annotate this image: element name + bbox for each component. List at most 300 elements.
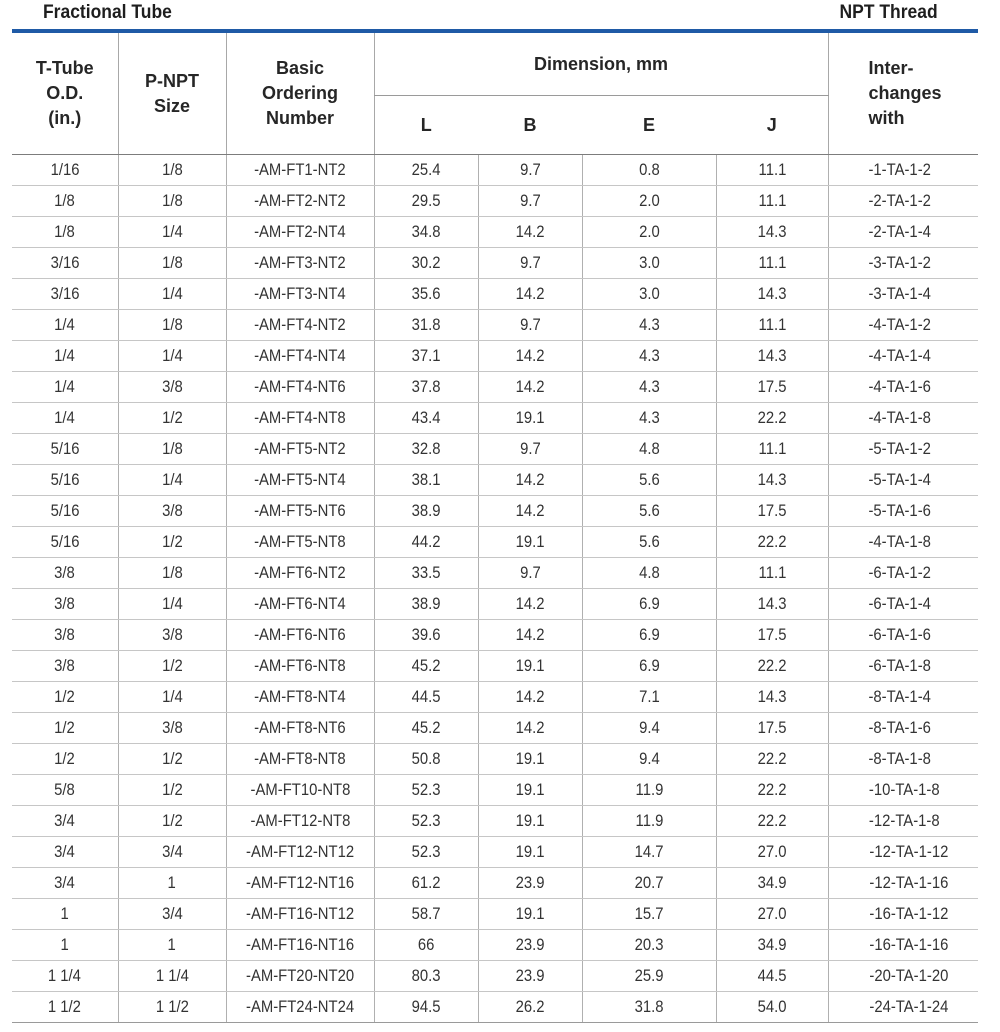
dim-l-cell-text: 43.4 bbox=[411, 408, 441, 427]
pnpt-size-cell-text: 3/8 bbox=[161, 718, 183, 737]
ordering-number-cell-text: -AM-FT3-NT2 bbox=[254, 253, 346, 272]
dim-e-cell bbox=[582, 620, 716, 651]
interchanges-cell bbox=[828, 775, 978, 806]
pnpt-size-cell-text: 3/8 bbox=[161, 377, 183, 396]
dim-e-cell-text: 15.7 bbox=[634, 904, 664, 923]
interchanges-cell bbox=[828, 806, 978, 837]
dim-l-cell bbox=[374, 279, 478, 310]
interchanges-cell bbox=[828, 217, 978, 248]
pnpt-size-cell bbox=[118, 372, 226, 403]
tube-od-cell bbox=[12, 248, 118, 279]
pnpt-size-cell-text: 1/4 bbox=[161, 346, 183, 365]
interchanges-cell bbox=[828, 620, 978, 651]
pnpt-size-cell bbox=[118, 992, 226, 1023]
pnpt-size-cell bbox=[118, 558, 226, 589]
header-interchanges bbox=[828, 33, 978, 155]
dim-e-cell bbox=[582, 682, 716, 713]
ordering-number-cell bbox=[226, 775, 374, 806]
dim-j-cell-text: 14.3 bbox=[757, 346, 787, 365]
dim-b-cell bbox=[478, 279, 582, 310]
dim-e-cell bbox=[582, 899, 716, 930]
dim-j-cell bbox=[716, 961, 828, 992]
dim-e-cell-text: 7.1 bbox=[638, 687, 660, 706]
dim-l-cell-text: 94.5 bbox=[411, 997, 441, 1016]
tube-od-cell bbox=[12, 186, 118, 217]
dim-j-cell bbox=[716, 589, 828, 620]
dim-l-cell-text: 80.3 bbox=[411, 966, 441, 985]
dim-j-cell-text: 22.2 bbox=[757, 749, 787, 768]
pnpt-size-cell-text: 3/4 bbox=[161, 842, 183, 861]
table-row bbox=[12, 403, 978, 434]
dim-b-cell-text: 23.9 bbox=[515, 966, 545, 985]
tube-od-cell-text: 3/16 bbox=[50, 253, 80, 272]
header-pnpt-line1: P-NPT bbox=[145, 70, 199, 91]
interchanges-cell bbox=[828, 682, 978, 713]
table-body bbox=[12, 155, 978, 1023]
pnpt-size-cell bbox=[118, 961, 226, 992]
interchanges-cell bbox=[828, 248, 978, 279]
table-row bbox=[12, 899, 978, 930]
pnpt-size-cell bbox=[118, 155, 226, 186]
dim-l-cell bbox=[374, 620, 478, 651]
table-row bbox=[12, 806, 978, 837]
header-pnpt-line2: Size bbox=[153, 95, 191, 116]
dim-l-cell-text: 38.1 bbox=[411, 470, 441, 489]
pnpt-size-cell-text: 1/8 bbox=[161, 439, 183, 458]
interchanges-cell-text: -6-TA-1-4 bbox=[868, 594, 931, 613]
dim-b-cell bbox=[478, 186, 582, 217]
table-header bbox=[12, 33, 978, 155]
dim-e-cell-text: 5.6 bbox=[638, 532, 660, 551]
dim-j-cell-text: 11.1 bbox=[758, 191, 786, 210]
dim-b-cell bbox=[478, 558, 582, 589]
pnpt-size-cell-text: 1/2 bbox=[161, 749, 183, 768]
dim-e-cell bbox=[582, 775, 716, 806]
dim-j-cell-text: 22.2 bbox=[757, 811, 787, 830]
dim-b-cell-text: 14.2 bbox=[515, 501, 545, 520]
ordering-number-cell bbox=[226, 558, 374, 589]
dim-j-cell bbox=[716, 465, 828, 496]
dim-b-cell-text: 14.2 bbox=[515, 718, 545, 737]
dim-l-cell-text: 66 bbox=[417, 935, 435, 954]
dim-e-cell bbox=[582, 496, 716, 527]
dim-j-cell-text: 17.5 bbox=[757, 625, 787, 644]
dim-e-cell-text: 3.0 bbox=[638, 253, 660, 272]
dim-b-cell bbox=[478, 496, 582, 527]
dim-l-cell-text: 52.3 bbox=[411, 811, 441, 830]
dim-b-cell-text: 9.7 bbox=[519, 315, 541, 334]
pnpt-size-cell bbox=[118, 775, 226, 806]
table-row bbox=[12, 310, 978, 341]
dim-l-cell bbox=[374, 217, 478, 248]
pnpt-size-cell-text: 1 1/4 bbox=[155, 966, 189, 985]
dim-e-cell bbox=[582, 651, 716, 682]
table-row bbox=[12, 992, 978, 1023]
pnpt-size-cell-text: 1/2 bbox=[161, 656, 183, 675]
thread-type-label: NPT Thread bbox=[839, 2, 938, 23]
dim-j-cell-text: 34.9 bbox=[757, 935, 787, 954]
dim-b-cell bbox=[478, 403, 582, 434]
ordering-number-cell-text: -AM-FT5-NT2 bbox=[254, 439, 346, 458]
pnpt-size-cell bbox=[118, 713, 226, 744]
dim-b-cell-text: 19.1 bbox=[515, 408, 545, 427]
tube-od-cell bbox=[12, 744, 118, 775]
interchanges-cell-text: -4-TA-1-6 bbox=[868, 377, 931, 396]
pnpt-size-cell bbox=[118, 744, 226, 775]
table-row bbox=[12, 744, 978, 775]
header-interchanges-line3: with bbox=[868, 108, 905, 128]
tube-od-cell bbox=[12, 930, 118, 961]
tube-od-cell bbox=[12, 899, 118, 930]
header-pnpt-size bbox=[118, 33, 226, 155]
interchanges-cell-text: -4-TA-1-8 bbox=[868, 408, 931, 427]
dim-l-cell bbox=[374, 372, 478, 403]
dim-e-cell-text: 5.6 bbox=[638, 470, 660, 489]
dim-b-cell-text: 14.2 bbox=[515, 470, 545, 489]
tube-od-cell-text: 3/4 bbox=[54, 842, 76, 861]
ordering-number-cell-text: -AM-FT6-NT8 bbox=[254, 656, 346, 675]
dim-b-cell bbox=[478, 930, 582, 961]
tube-od-cell-text: 3/8 bbox=[54, 625, 76, 644]
table-row bbox=[12, 961, 978, 992]
dim-e-cell-text: 6.9 bbox=[638, 594, 660, 613]
ordering-number-cell-text: -AM-FT16-NT16 bbox=[245, 935, 355, 954]
dim-j-cell-text: 14.3 bbox=[757, 470, 787, 489]
dim-l-cell-text: 33.5 bbox=[411, 563, 441, 582]
tube-od-cell bbox=[12, 434, 118, 465]
dim-j-cell bbox=[716, 682, 828, 713]
dim-j-cell bbox=[716, 248, 828, 279]
table-row bbox=[12, 527, 978, 558]
interchanges-cell bbox=[828, 434, 978, 465]
ordering-number-cell bbox=[226, 589, 374, 620]
dim-e-cell-text: 9.4 bbox=[638, 718, 660, 737]
pnpt-size-cell bbox=[118, 868, 226, 899]
dim-e-cell bbox=[582, 713, 716, 744]
pnpt-size-cell-text: 1/8 bbox=[161, 191, 183, 210]
tube-od-cell-text: 5/8 bbox=[54, 780, 76, 799]
dim-l-cell bbox=[374, 310, 478, 341]
pnpt-size-cell-text: 1/4 bbox=[161, 594, 183, 613]
interchanges-cell-text: -4-TA-1-2 bbox=[868, 315, 931, 334]
interchanges-cell bbox=[828, 930, 978, 961]
table-row bbox=[12, 651, 978, 682]
interchanges-cell-text: -10-TA-1-8 bbox=[868, 780, 940, 799]
ordering-number-cell-text: -AM-FT20-NT20 bbox=[245, 966, 355, 985]
tube-od-cell-text: 1/4 bbox=[54, 377, 76, 396]
dim-e-cell bbox=[582, 589, 716, 620]
tube-od-cell-text: 1/2 bbox=[54, 718, 76, 737]
dim-l-cell bbox=[374, 806, 478, 837]
pnpt-size-cell bbox=[118, 899, 226, 930]
tube-od-cell-text: 1/4 bbox=[54, 346, 76, 365]
dim-l-cell bbox=[374, 527, 478, 558]
table-row bbox=[12, 186, 978, 217]
interchanges-cell bbox=[828, 465, 978, 496]
pnpt-size-cell-text: 1/2 bbox=[161, 811, 183, 830]
dim-j-cell-text: 11.1 bbox=[758, 315, 786, 334]
ordering-number-cell-text: -AM-FT12-NT12 bbox=[245, 842, 355, 861]
dim-e-cell bbox=[582, 744, 716, 775]
dim-l-cell-text: 45.2 bbox=[411, 656, 441, 675]
tube-od-cell-text: 1/8 bbox=[54, 222, 76, 241]
ordering-number-cell-text: -AM-FT8-NT8 bbox=[254, 749, 346, 768]
dim-b-cell bbox=[478, 744, 582, 775]
tube-od-cell bbox=[12, 155, 118, 186]
dim-l-cell bbox=[374, 186, 478, 217]
header-interchanges-line2: changes bbox=[868, 83, 942, 103]
dim-e-cell bbox=[582, 434, 716, 465]
ordering-number-cell bbox=[226, 713, 374, 744]
pnpt-size-cell bbox=[118, 682, 226, 713]
dim-b-cell bbox=[478, 806, 582, 837]
interchanges-cell-text: -6-TA-1-6 bbox=[868, 625, 931, 644]
dim-l-cell bbox=[374, 744, 478, 775]
ordering-number-cell bbox=[226, 682, 374, 713]
tube-od-cell bbox=[12, 837, 118, 868]
interchanges-cell-text: -12-TA-1-8 bbox=[868, 811, 940, 830]
dim-l-cell bbox=[374, 589, 478, 620]
dim-j-cell bbox=[716, 651, 828, 682]
dim-b-cell-text: 9.7 bbox=[519, 160, 541, 179]
tube-od-cell bbox=[12, 527, 118, 558]
dim-l-cell-text: 58.7 bbox=[411, 904, 441, 923]
interchanges-cell bbox=[828, 961, 978, 992]
interchanges-cell-text: -4-TA-1-8 bbox=[868, 532, 931, 551]
dim-e-cell bbox=[582, 527, 716, 558]
tube-od-cell-text: 1/2 bbox=[54, 749, 76, 768]
dim-b-cell-text: 19.1 bbox=[515, 780, 545, 799]
dim-l-cell bbox=[374, 682, 478, 713]
pnpt-size-cell bbox=[118, 589, 226, 620]
interchanges-cell bbox=[828, 310, 978, 341]
dim-j-cell-text: 44.5 bbox=[757, 966, 787, 985]
ordering-number-cell bbox=[226, 279, 374, 310]
dim-l-cell bbox=[374, 930, 478, 961]
interchanges-cell bbox=[828, 558, 978, 589]
dim-j-cell bbox=[716, 341, 828, 372]
interchanges-cell bbox=[828, 527, 978, 558]
tube-od-cell bbox=[12, 806, 118, 837]
table-title: Fractional Tube bbox=[43, 2, 172, 23]
dim-l-cell bbox=[374, 868, 478, 899]
dim-b-cell bbox=[478, 341, 582, 372]
dim-j-cell-text: 11.1 bbox=[758, 439, 786, 458]
dim-j-cell-text: 11.1 bbox=[758, 253, 786, 272]
table-row bbox=[12, 248, 978, 279]
dim-b-cell-text: 19.1 bbox=[515, 811, 545, 830]
dim-j-cell-text: 22.2 bbox=[757, 532, 787, 551]
interchanges-cell bbox=[828, 279, 978, 310]
interchanges-cell-text: -4-TA-1-4 bbox=[868, 346, 931, 365]
dim-b-cell-text: 14.2 bbox=[515, 625, 545, 644]
tube-od-cell bbox=[12, 372, 118, 403]
interchanges-cell-text: -3-TA-1-4 bbox=[868, 284, 931, 303]
interchanges-cell-text: -12-TA-1-16 bbox=[868, 873, 948, 892]
dim-j-cell bbox=[716, 868, 828, 899]
dim-b-cell-text: 19.1 bbox=[515, 904, 545, 923]
ordering-number-cell bbox=[226, 248, 374, 279]
tube-od-cell-text: 1/4 bbox=[54, 408, 76, 427]
dim-j-cell bbox=[716, 372, 828, 403]
dim-e-cell bbox=[582, 217, 716, 248]
dim-e-cell bbox=[582, 248, 716, 279]
dim-j-cell-text: 27.0 bbox=[757, 904, 787, 923]
ordering-number-cell bbox=[226, 651, 374, 682]
pnpt-size-cell bbox=[118, 496, 226, 527]
tube-od-cell-text: 5/16 bbox=[50, 439, 80, 458]
pnpt-size-cell bbox=[118, 434, 226, 465]
ordering-number-cell-text: -AM-FT2-NT2 bbox=[254, 191, 346, 210]
dim-b-cell-text: 26.2 bbox=[515, 997, 545, 1016]
dim-j-cell bbox=[716, 155, 828, 186]
pnpt-size-cell bbox=[118, 186, 226, 217]
ordering-number-cell bbox=[226, 496, 374, 527]
tube-od-cell bbox=[12, 341, 118, 372]
table-row bbox=[12, 279, 978, 310]
dim-j-cell bbox=[716, 558, 828, 589]
dim-b-cell bbox=[478, 868, 582, 899]
header-tube-od-line3: (in.) bbox=[48, 108, 82, 128]
header-ordering-number bbox=[226, 33, 374, 155]
dim-b-cell-text: 14.2 bbox=[515, 284, 545, 303]
interchanges-cell-text: -5-TA-1-4 bbox=[868, 470, 931, 489]
header-ordering-line1: Basic bbox=[275, 58, 325, 78]
tube-od-cell bbox=[12, 620, 118, 651]
dim-j-cell bbox=[716, 806, 828, 837]
dim-j-cell-text: 22.2 bbox=[757, 656, 787, 675]
dim-j-cell bbox=[716, 310, 828, 341]
header-ordering-line3: Number bbox=[265, 108, 334, 128]
header-tube-od bbox=[12, 33, 118, 155]
tube-od-cell-text: 5/16 bbox=[50, 532, 80, 551]
ordering-number-cell bbox=[226, 465, 374, 496]
ordering-number-cell-text: -AM-FT8-NT4 bbox=[254, 687, 346, 706]
tube-od-cell-text: 1/8 bbox=[54, 191, 76, 210]
pnpt-size-cell-text: 1 1/2 bbox=[155, 997, 189, 1016]
ordering-number-cell bbox=[226, 868, 374, 899]
dim-j-cell bbox=[716, 434, 828, 465]
ordering-number-cell-text: -AM-FT4-NT2 bbox=[254, 315, 346, 334]
tube-od-cell-text: 1 bbox=[60, 904, 69, 923]
pnpt-size-cell-text: 1/8 bbox=[161, 315, 183, 334]
ordering-number-cell-text: -AM-FT4-NT4 bbox=[254, 346, 346, 365]
pnpt-size-cell bbox=[118, 217, 226, 248]
dim-e-cell bbox=[582, 930, 716, 961]
dim-l-cell-text: 31.8 bbox=[411, 315, 441, 334]
interchanges-cell-text: -1-TA-1-2 bbox=[868, 160, 931, 179]
tube-od-cell bbox=[12, 651, 118, 682]
tube-od-cell-text: 3/4 bbox=[54, 873, 76, 892]
pnpt-size-cell-text: 3/8 bbox=[161, 501, 183, 520]
header-tube-od-line2: O.D. bbox=[46, 83, 84, 103]
ordering-number-cell-text: -AM-FT3-NT4 bbox=[254, 284, 346, 303]
dim-l-cell bbox=[374, 434, 478, 465]
tube-od-cell-text: 1/4 bbox=[54, 315, 76, 334]
ordering-number-cell bbox=[226, 930, 374, 961]
ordering-number-cell-text: -AM-FT12-NT16 bbox=[245, 873, 355, 892]
table-row bbox=[12, 682, 978, 713]
table-row bbox=[12, 713, 978, 744]
interchanges-cell-text: -6-TA-1-8 bbox=[868, 656, 931, 675]
dim-l-cell-text: 44.2 bbox=[411, 532, 441, 551]
dim-e-cell-text: 5.6 bbox=[638, 501, 660, 520]
interchanges-cell-text: -2-TA-1-2 bbox=[868, 191, 931, 210]
dim-b-cell-text: 19.1 bbox=[515, 749, 545, 768]
ordering-number-cell-text: -AM-FT16-NT12 bbox=[245, 904, 355, 923]
ordering-number-cell-text: -AM-FT5-NT6 bbox=[254, 501, 346, 520]
dim-b-cell bbox=[478, 620, 582, 651]
pnpt-size-cell bbox=[118, 806, 226, 837]
ordering-number-cell-text: -AM-FT6-NT6 bbox=[254, 625, 346, 644]
dim-b-cell bbox=[478, 310, 582, 341]
dim-l-cell-text: 29.5 bbox=[411, 191, 441, 210]
ordering-number-cell bbox=[226, 217, 374, 248]
header-interchanges-line1: Inter- bbox=[868, 58, 914, 78]
dim-e-cell-text: 31.8 bbox=[634, 997, 664, 1016]
dim-b-cell bbox=[478, 155, 582, 186]
header-dimension-group: Dimension, mm bbox=[374, 33, 828, 96]
tube-od-cell-text: 1/2 bbox=[54, 687, 76, 706]
interchanges-cell bbox=[828, 155, 978, 186]
dim-l-cell bbox=[374, 837, 478, 868]
ordering-number-cell-text: -AM-FT2-NT4 bbox=[254, 222, 346, 241]
ordering-number-cell bbox=[226, 310, 374, 341]
dim-l-cell-text: 32.8 bbox=[411, 439, 441, 458]
dim-l-cell-text: 39.6 bbox=[411, 625, 441, 644]
dim-b-cell-text: 9.7 bbox=[519, 439, 541, 458]
ordering-number-cell bbox=[226, 992, 374, 1023]
dim-l-cell bbox=[374, 248, 478, 279]
pnpt-size-cell-text: 1/2 bbox=[161, 780, 183, 799]
ordering-number-cell-text: -AM-FT4-NT6 bbox=[254, 377, 346, 396]
pnpt-size-cell-text: 1/4 bbox=[161, 687, 183, 706]
ordering-number-cell-text: -AM-FT1-NT2 bbox=[254, 160, 346, 179]
tube-od-cell bbox=[12, 775, 118, 806]
table-row bbox=[12, 558, 978, 589]
dim-e-cell bbox=[582, 279, 716, 310]
title-bar bbox=[12, 0, 978, 30]
pnpt-size-cell bbox=[118, 651, 226, 682]
tube-od-cell bbox=[12, 589, 118, 620]
tube-od-cell bbox=[12, 217, 118, 248]
tube-od-cell-text: 1 1/2 bbox=[48, 997, 82, 1016]
pnpt-size-cell-text: 1/4 bbox=[161, 222, 183, 241]
dim-l-cell-text: 35.6 bbox=[411, 284, 441, 303]
ordering-number-cell bbox=[226, 155, 374, 186]
ordering-number-cell bbox=[226, 961, 374, 992]
dim-j-cell bbox=[716, 837, 828, 868]
dim-l-cell-text: 34.8 bbox=[411, 222, 441, 241]
tube-od-cell-text: 3/8 bbox=[54, 563, 76, 582]
dim-j-cell-text: 17.5 bbox=[757, 718, 787, 737]
dim-l-cell-text: 52.3 bbox=[411, 780, 441, 799]
dim-e-cell-text: 11.9 bbox=[635, 780, 663, 799]
pnpt-size-cell-text: 1 bbox=[167, 873, 177, 892]
ordering-number-cell bbox=[226, 403, 374, 434]
pnpt-size-cell-text: 3/8 bbox=[161, 625, 183, 644]
ordering-number-cell-text: -AM-FT10-NT8 bbox=[250, 780, 350, 799]
interchanges-cell bbox=[828, 651, 978, 682]
dim-e-cell bbox=[582, 961, 716, 992]
dim-e-cell bbox=[582, 992, 716, 1023]
dim-b-cell-text: 14.2 bbox=[515, 222, 545, 241]
dim-l-cell bbox=[374, 341, 478, 372]
tube-od-cell bbox=[12, 682, 118, 713]
header-dim-e: E bbox=[582, 96, 716, 155]
interchanges-cell-text: -12-TA-1-12 bbox=[868, 842, 948, 861]
dim-b-cell-text: 19.1 bbox=[515, 842, 545, 861]
